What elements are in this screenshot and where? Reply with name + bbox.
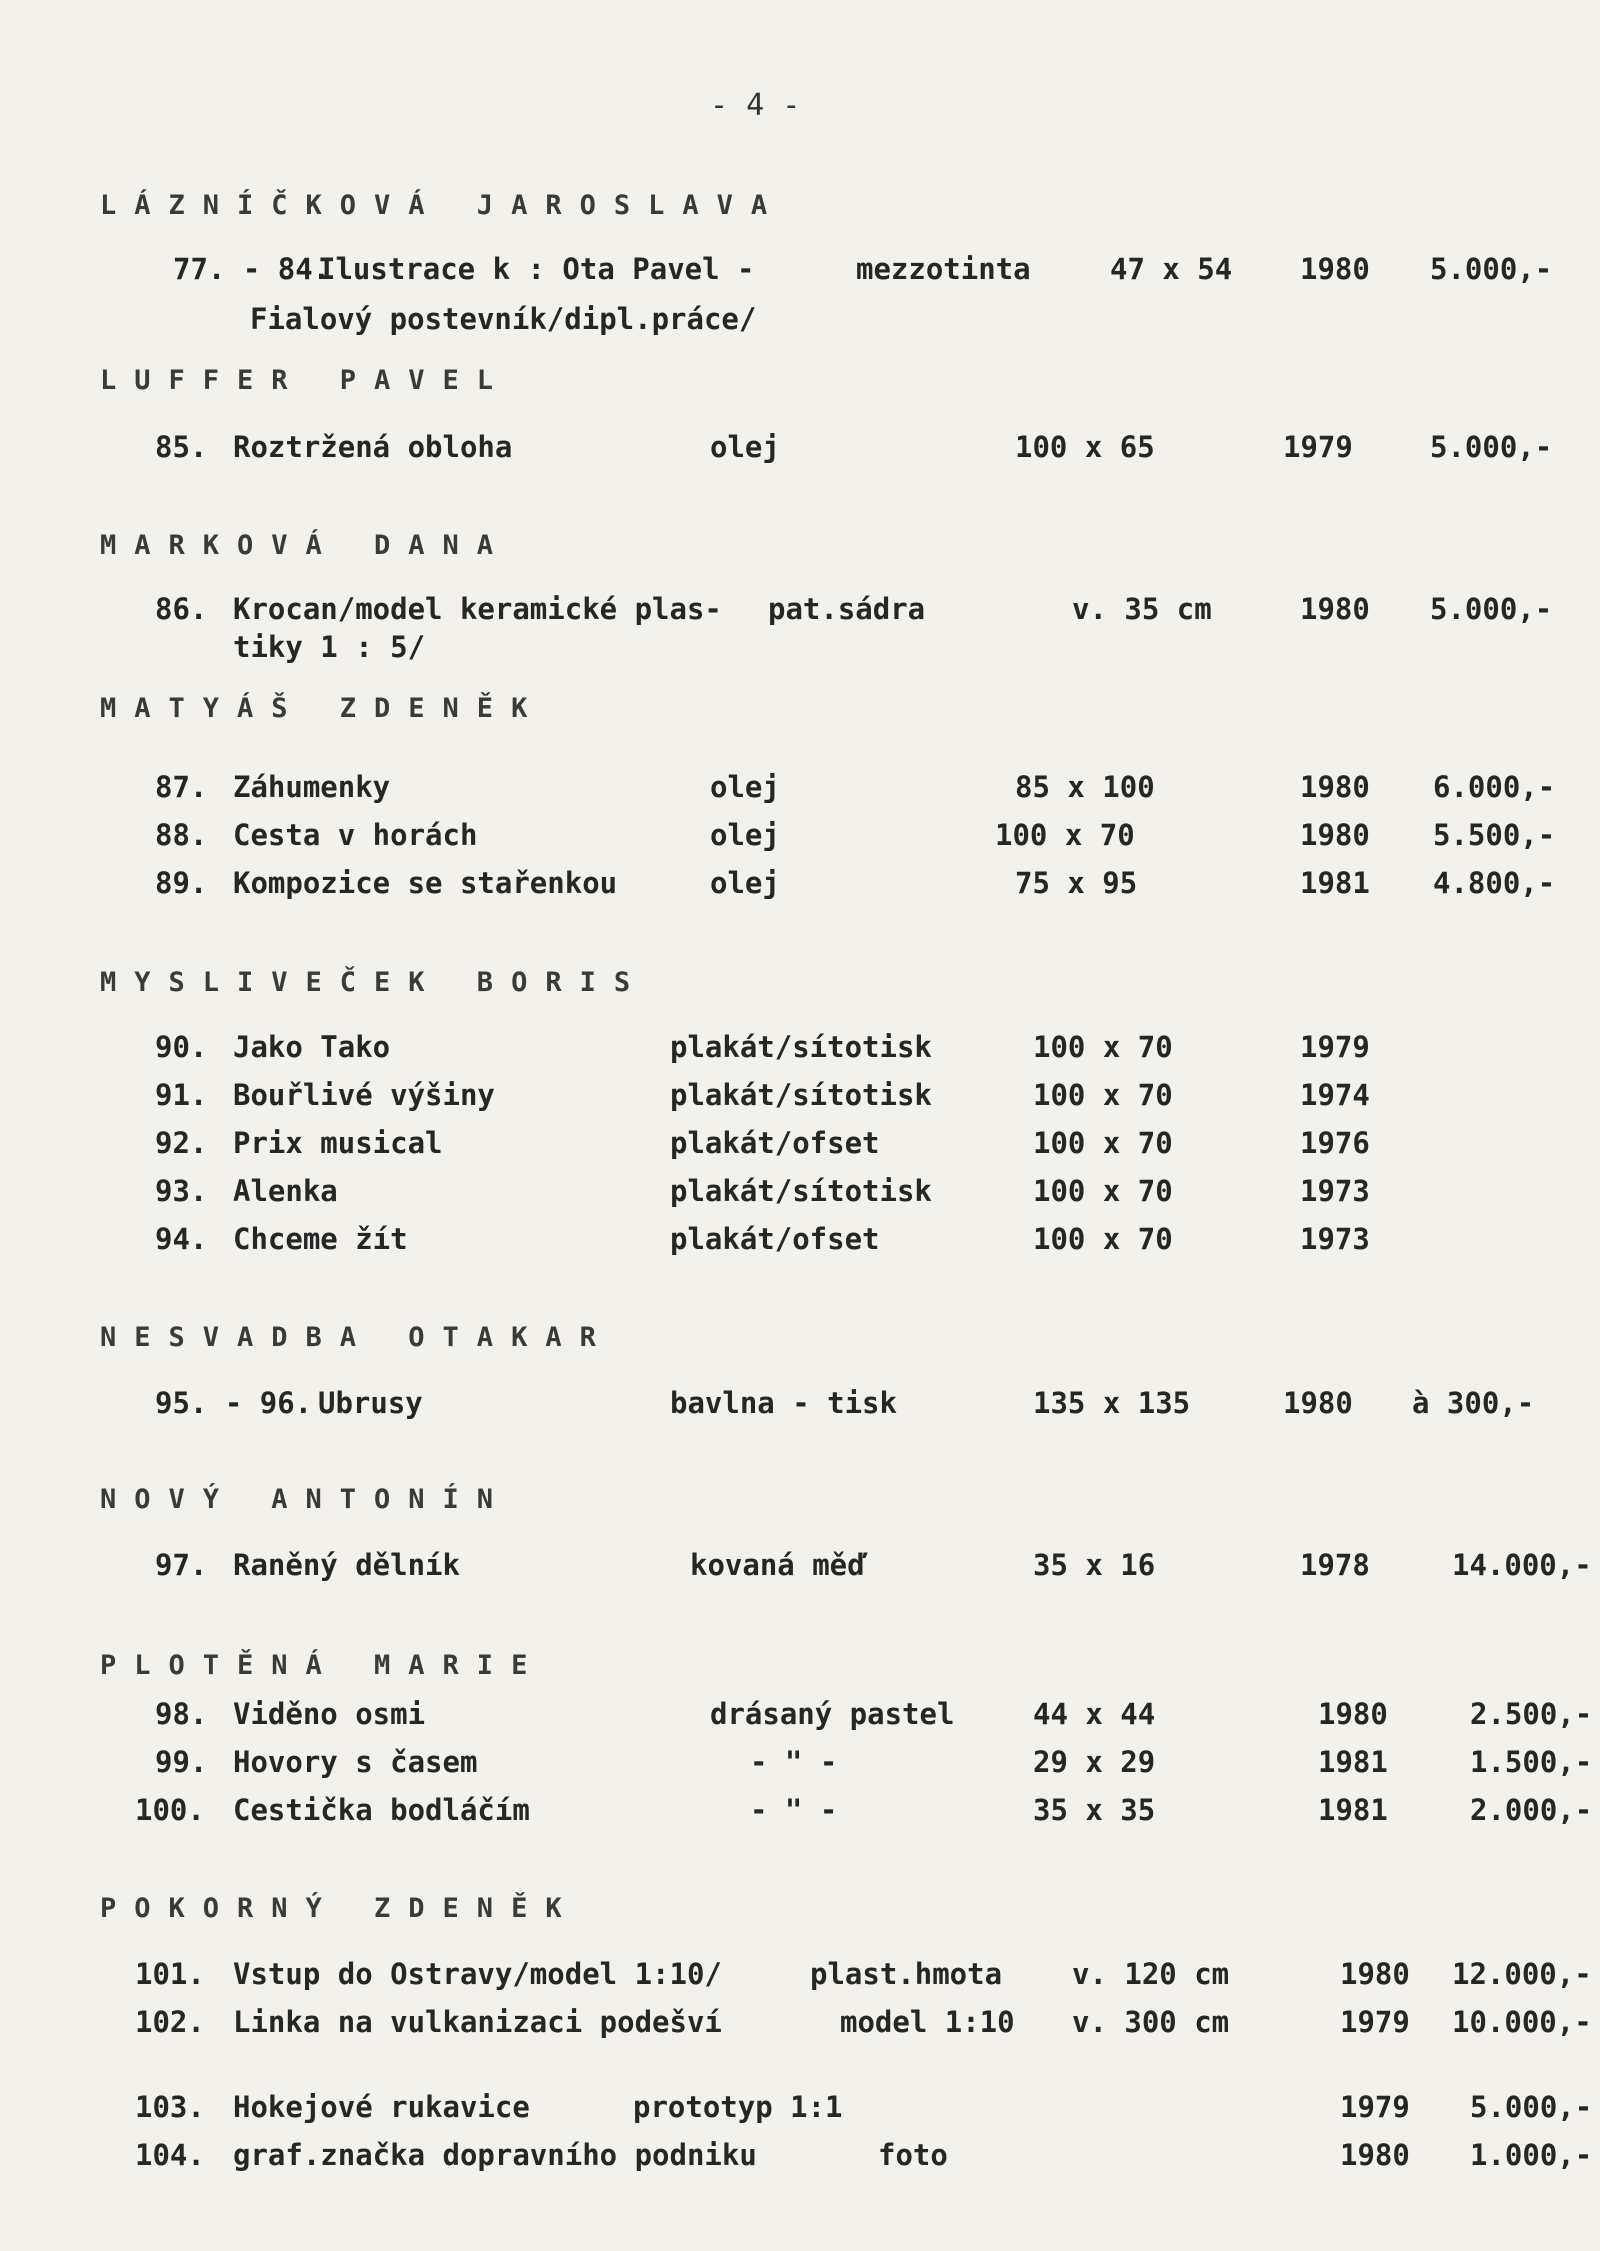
entry-size: 44 x 44: [1033, 1697, 1156, 1731]
entry-number: 102.: [135, 2005, 205, 2039]
entry-size: 100 x 70: [1033, 1030, 1173, 1064]
entry-year: 1980: [1300, 770, 1370, 804]
entry-number: 92.: [155, 1126, 208, 1160]
entry-year: 1974: [1300, 1078, 1370, 1112]
entry-size: 135 x 135: [1033, 1386, 1191, 1420]
entry-technique: plakát/sítotisk: [670, 1174, 932, 1208]
entry-technique: prototyp 1:1: [633, 2090, 843, 2124]
entry-technique: foto: [878, 2138, 948, 2172]
entry-title: Hovory s časem: [233, 1745, 478, 1779]
entry-title: Linka na vulkanizaci podešví: [233, 2005, 722, 2039]
artist-heading: MYSLIVEČEK BORIS: [100, 967, 649, 998]
entry-technique: plakát/ofset: [670, 1222, 880, 1256]
artist-heading: NESVADBA OTAKAR: [100, 1322, 614, 1353]
entry-number: 90.: [155, 1030, 208, 1064]
entry-year: 1980: [1340, 2138, 1410, 2172]
entry-title: graf.značka dopravního podniku: [233, 2138, 757, 2172]
entry-size: v. 120 cm: [1072, 1957, 1230, 1991]
entry-price: 1.500,-: [1470, 1745, 1593, 1779]
entry-price: 10.000,-: [1452, 2005, 1592, 2039]
entry-size: 85 x 100: [1015, 770, 1155, 804]
entry-title: Krocan/model keramické plas-: [233, 592, 722, 626]
entry-size: 100 x 70: [1033, 1126, 1173, 1160]
entry-year: 1980: [1300, 252, 1370, 286]
entry-year: 1973: [1300, 1174, 1370, 1208]
page-number: - 4 -: [710, 88, 801, 123]
entry-number: 89.: [155, 866, 208, 900]
entry-size: 35 x 16: [1033, 1548, 1156, 1582]
entry-price: 1.000,-: [1470, 2138, 1593, 2172]
entry-title: Ilustrace k : Ota Pavel -: [318, 252, 755, 286]
entry-number: 101.: [135, 1957, 205, 1991]
entry-size: 100 x 65: [1015, 430, 1155, 464]
entry-technique: olej: [710, 866, 780, 900]
artist-heading: NOVÝ ANTONÍN: [100, 1484, 512, 1515]
artist-heading: LUFFER PAVEL: [100, 365, 512, 396]
entry-year: 1979: [1340, 2090, 1410, 2124]
entry-number: 103.: [135, 2090, 205, 2124]
entry-number: 85.: [155, 430, 208, 464]
entry-year: 1979: [1340, 2005, 1410, 2039]
entry-price: 2.500,-: [1470, 1697, 1593, 1731]
entry-title-continued: Fialový postevník/dipl.práce/: [250, 302, 757, 336]
entry-technique: - " -: [750, 1793, 838, 1827]
entry-title: Viděno osmi: [233, 1697, 426, 1731]
entry-size: v. 35 cm: [1072, 592, 1212, 626]
entry-number: 99.: [155, 1745, 208, 1779]
entry-title: Roztržená obloha: [233, 430, 513, 464]
entry-year: 1980: [1300, 592, 1370, 626]
entry-technique: bavlna - tisk: [670, 1386, 897, 1420]
entry-size: 100 x 70: [1033, 1174, 1173, 1208]
entry-number: 77. - 84.: [173, 252, 331, 286]
entry-size: 35 x 35: [1033, 1793, 1156, 1827]
entry-technique: plast.hmota: [810, 1957, 1003, 1991]
entry-year: 1973: [1300, 1222, 1370, 1256]
entry-number: 86.: [155, 592, 208, 626]
entry-number: 97.: [155, 1548, 208, 1582]
entry-year: 1979: [1283, 430, 1353, 464]
entry-technique: - " -: [750, 1745, 838, 1779]
entry-title: Cestička bodláčím: [233, 1793, 530, 1827]
entry-price: 5.000,-: [1430, 592, 1553, 626]
entry-price: 14.000,-: [1452, 1548, 1592, 1582]
entry-title: Jako Tako: [233, 1030, 391, 1064]
entry-title: Hokejové rukavice: [233, 2090, 530, 2124]
artist-heading: POKORNÝ ZDENĚK: [100, 1893, 580, 1924]
entry-number: 94.: [155, 1222, 208, 1256]
entry-size: 100 x 70: [1033, 1222, 1173, 1256]
entry-size: 100 x 70: [1033, 1078, 1173, 1112]
entry-year: 1981: [1300, 866, 1370, 900]
entry-title: Ubrusy: [318, 1386, 423, 1420]
entry-number: 100.: [135, 1793, 205, 1827]
entry-number: 98.: [155, 1697, 208, 1731]
entry-technique: kovaná měď: [690, 1548, 865, 1582]
entry-price: 5.000,-: [1470, 2090, 1593, 2124]
entry-price: 2.000,-: [1470, 1793, 1593, 1827]
entry-year: 1979: [1300, 1030, 1370, 1064]
entry-year: 1981: [1318, 1745, 1388, 1779]
entry-size: 75 x 95: [1015, 866, 1138, 900]
entry-year: 1980: [1318, 1697, 1388, 1731]
entry-technique: mezzotinta: [856, 252, 1031, 286]
artist-heading: MATYÁŠ ZDENĚK: [100, 693, 546, 724]
entry-title: Kompozice se stařenkou: [233, 866, 618, 900]
entry-size: 47 x 54: [1110, 252, 1233, 286]
entry-year: 1980: [1283, 1386, 1353, 1420]
entry-year: 1980: [1340, 1957, 1410, 1991]
entry-technique: model 1:10: [840, 2005, 1015, 2039]
entry-title: Záhumenky: [233, 770, 391, 804]
entry-title: Alenka: [233, 1174, 338, 1208]
entry-technique: olej: [710, 430, 780, 464]
entry-number: 104.: [135, 2138, 205, 2172]
entry-price: 12.000,-: [1452, 1957, 1592, 1991]
entry-title: Raněný dělník: [233, 1548, 460, 1582]
entry-title: Prix musical: [233, 1126, 443, 1160]
entry-price: 4.800,-: [1433, 866, 1556, 900]
entry-price: 6.000,-: [1433, 770, 1556, 804]
entry-price: 5.500,-: [1433, 818, 1556, 852]
entry-title: Chceme žít: [233, 1222, 408, 1256]
entry-price: 5.000,-: [1430, 430, 1553, 464]
entry-size: 29 x 29: [1033, 1745, 1156, 1779]
entry-technique: plakát/sítotisk: [670, 1078, 932, 1112]
entry-title: Bouřlivé výšiny: [233, 1078, 495, 1112]
entry-technique: drásaný pastel: [710, 1697, 955, 1731]
entry-technique: plakát/sítotisk: [670, 1030, 932, 1064]
entry-year: 1981: [1318, 1793, 1388, 1827]
entry-technique: olej: [710, 770, 780, 804]
artist-heading: MARKOVÁ DANA: [100, 530, 512, 561]
entry-technique: pat.sádra: [768, 592, 926, 626]
entry-number: 88.: [155, 818, 208, 852]
entry-title-continued: tiky 1 : 5/: [233, 630, 426, 664]
entry-title: Cesta v horách: [233, 818, 478, 852]
entry-number: 91.: [155, 1078, 208, 1112]
entry-size: v. 300 cm: [1072, 2005, 1230, 2039]
artist-heading: PLOTĚNÁ MARIE: [100, 1650, 546, 1681]
entry-technique: olej: [710, 818, 780, 852]
entry-technique: plakát/ofset: [670, 1126, 880, 1160]
entry-price: à 300,-: [1412, 1386, 1535, 1420]
entry-year: 1976: [1300, 1126, 1370, 1160]
entry-title: Vstup do Ostravy/model 1:10/: [233, 1957, 722, 1991]
entry-year: 1980: [1300, 818, 1370, 852]
entry-price: 5.000,-: [1430, 252, 1553, 286]
entry-year: 1978: [1300, 1548, 1370, 1582]
entry-size: 100 x 70: [995, 818, 1135, 852]
entry-number: 93.: [155, 1174, 208, 1208]
artist-heading: LÁZNÍČKOVÁ JAROSLAVA: [100, 190, 786, 221]
entry-number: 87.: [155, 770, 208, 804]
entry-number: 95. - 96.: [155, 1386, 313, 1420]
